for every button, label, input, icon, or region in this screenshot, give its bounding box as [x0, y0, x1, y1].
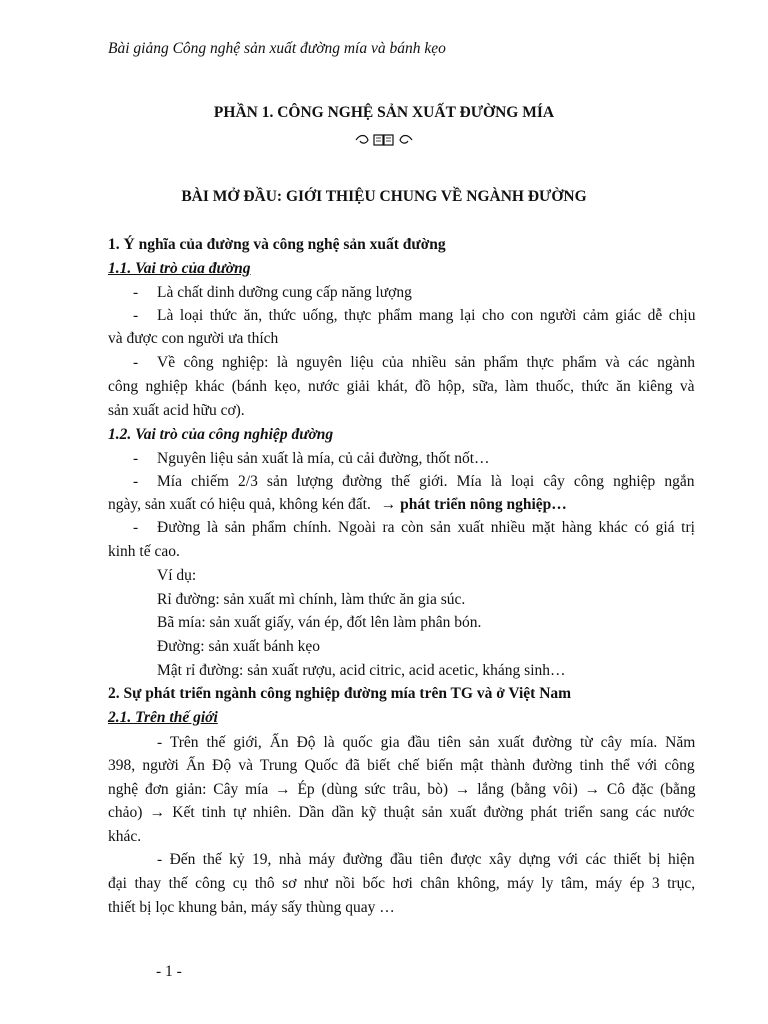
bullet-text: Mía chiếm 2/3 sản lượng đường thế giới. Mía là loại cây công nghiệp ngắn: [157, 473, 695, 490]
bullet-dash: -: [133, 473, 139, 490]
example-line: Rỉ đường: sản xuất mì chính, làm thức ăn gia súc.: [157, 591, 466, 608]
bullet-text-cont: sản xuất acid hữu cơ).: [108, 402, 245, 419]
paragraph-line: 398, người Ấn Độ và Trung Quốc đã biết chế biến mật thành đường tinh thể với công: [108, 757, 695, 774]
bullet-dash: -: [133, 450, 139, 467]
bullet-dash: -: [133, 307, 139, 324]
section2-heading: 2. Sự phát triển ngành công nghiệp đường mía trên TG và ở Việt Nam: [108, 685, 572, 702]
bullet-text-cont: [108, 496, 567, 514]
book-ornament-icon: [354, 133, 414, 147]
lesson-title: BÀI MỞ ĐẦU: GIỚI THIỆU CHUNG VỀ NGÀNH ĐƯỜNG: [181, 188, 587, 205]
section1-1-heading: 1.1. Vai trò của đường: [108, 260, 251, 277]
example-line: Bã mía: sản xuất giấy, ván ép, đốt lên làm phân bón.: [157, 614, 482, 631]
emphasis-text: phát triển nông nghiệp…: [400, 496, 567, 513]
ornament-icon: [0, 133, 768, 152]
running-header: Bài giảng Công nghệ sản xuất đường mía và bánh kẹo: [108, 40, 446, 57]
paragraph-line: thiết bị lọc khung bản, máy sấy thùng quay …: [108, 899, 395, 916]
section1-heading: 1. Ý nghĩa của đường và công nghệ sản xuất đường: [108, 236, 446, 253]
arrow-icon: →: [380, 496, 397, 513]
section2-1-heading: 2.1. Trên thế giới: [108, 709, 218, 726]
bullet-text-cont: và được con người ưa thích: [108, 330, 279, 347]
paragraph-line: đại thay thế công cụ thô sơ như nồi bốc hơi chân không, máy ly tâm, máy ép 3 trục,: [108, 875, 696, 892]
example-line: Đường: sản xuất bánh kẹo: [157, 638, 320, 655]
example-line: Mật rỉ đường: sản xuất rượu, acid citric, acid acetic, kháng sinh…: [157, 662, 566, 679]
bullet-text-cont: kinh tế cao.: [108, 543, 180, 560]
bullet-text: Nguyên liệu sản xuất là mía, củ cải đường, thốt nốt…: [157, 450, 490, 467]
bullet-text: Là loại thức ăn, thức uống, thực phẩm mang lại cho con người cảm giác dễ chịu: [157, 307, 696, 324]
part-title: PHẦN 1. CÔNG NGHỆ SẢN XUẤT ĐƯỜNG MÍA: [213, 104, 555, 121]
bullet-dash: -: [133, 354, 139, 371]
bullet-text-part: ngày, sản xuất có hiệu quả, không kén đất.: [108, 496, 371, 513]
example-line: Ví dụ:: [157, 567, 197, 584]
bullet-text: Là chất dinh dưỡng cung cấp năng lượng: [157, 284, 412, 301]
bullet-dash: -: [133, 284, 139, 301]
bullet-text: Đường là sản phẩm chính. Ngoài ra còn sản xuất nhiều mặt hàng khác có giá trị: [157, 519, 695, 536]
bullet-text-cont: công nghiệp khác (bánh kẹo, nước giải khát, đồ hộp, sữa, làm thuốc, thức ăn kiêng và: [108, 378, 695, 395]
page-number: - 1 -: [156, 963, 182, 980]
section1-2-heading: 1.2. Vai trò của công nghiệp đường: [108, 426, 334, 443]
bullet-dash: -: [133, 519, 139, 536]
paragraph-line: khác.: [108, 828, 142, 845]
paragraph-line: - Trên thế giới, Ấn Độ là quốc gia đầu tiên sản xuất đường từ cây mía. Năm: [157, 734, 696, 751]
paragraph-line: nghệ đơn giản: Cây mía → Ép (dùng sức trâu, bò) → lắng (bằng vôi) → Cô đặc (bằng: [108, 781, 696, 798]
bullet-text: Về công nghiệp: là nguyên liệu của nhiều sản phẩm thực phẩm và các ngành: [157, 354, 695, 371]
paragraph-line: - Đến thế kỷ 19, nhà máy đường đầu tiên được xây dựng với các thiết bị hiện: [157, 851, 695, 868]
paragraph-line: chảo) → Kết tinh tự nhiên. Dần dần kỹ thuật sản xuất đường phát triển sang các nước: [108, 804, 695, 821]
